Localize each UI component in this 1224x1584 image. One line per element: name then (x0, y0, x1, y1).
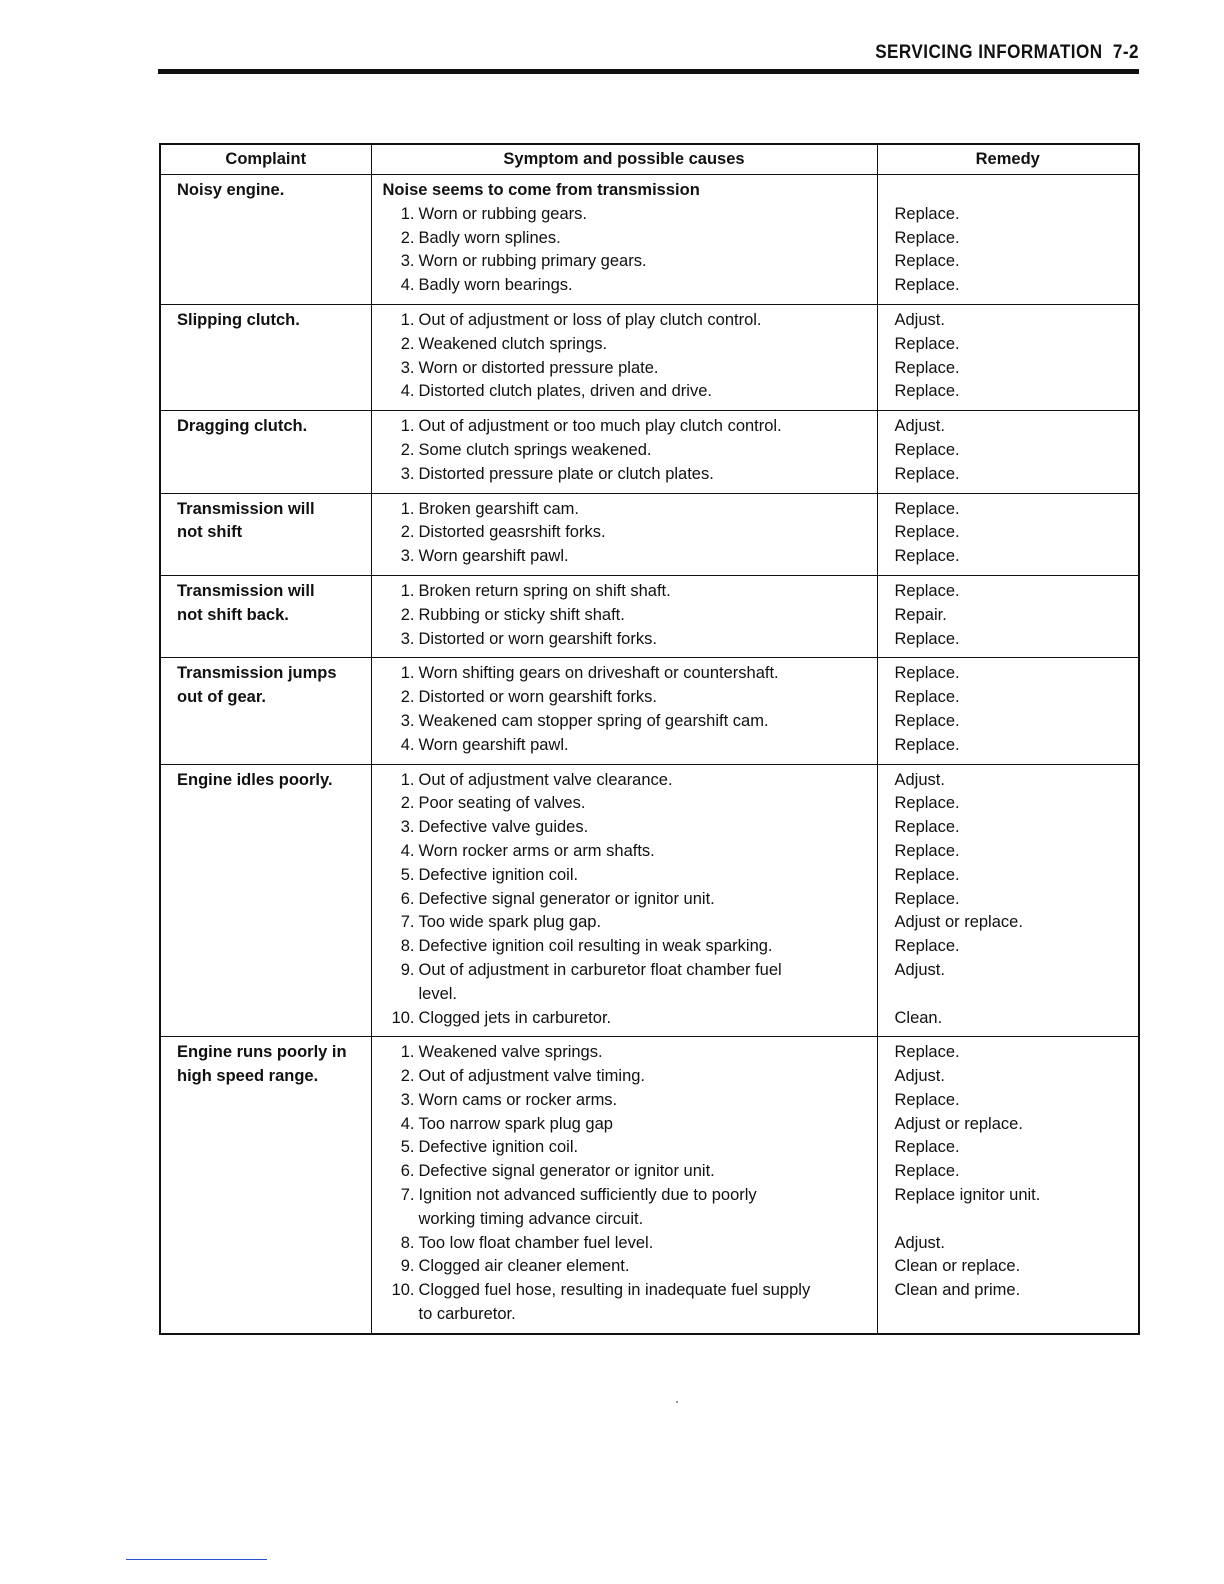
cause-number: 2. (400, 605, 415, 624)
symptom-heading: Noise seems to come from transmission (382, 181, 700, 199)
cause-number: 9. (400, 960, 415, 979)
cause-line: Rubbing or sticky shift shaft. (418, 605, 625, 624)
cause-item (383, 1232, 877, 1256)
complaint-line: not shift (177, 523, 243, 542)
cause-number: 3. (400, 464, 415, 483)
remedy-text: Replace. (894, 440, 960, 459)
cause-number: 7. (400, 1186, 415, 1205)
remedy-text: Adjust. (894, 417, 945, 436)
remedy-text: Replace. (894, 735, 960, 754)
complaint-line: high speed range. (177, 1067, 319, 1086)
complaint-line: Transmission jumps (177, 664, 337, 683)
remedy-cell (877, 1037, 1139, 1334)
causes-cell (371, 493, 877, 575)
cause-item (383, 439, 877, 463)
cause-number: 3. (400, 629, 415, 648)
cause-number: 1. (400, 581, 415, 600)
cause-number: 4. (400, 276, 415, 295)
cause-item (383, 545, 877, 569)
remedy-text: Replace. (894, 1138, 960, 1157)
cause-text (419, 380, 877, 404)
troubleshooting-table (159, 143, 1140, 1335)
cause-line: Weakened valve springs. (418, 1043, 603, 1062)
cause-number: 4. (400, 382, 415, 401)
cause-number: 3. (400, 818, 415, 837)
cause-item (383, 1279, 877, 1327)
cause-text (419, 628, 877, 652)
cause-item (383, 816, 877, 840)
complaint-cell (160, 1037, 371, 1334)
remedy-text: Replace. (894, 865, 960, 884)
table-row (160, 764, 1139, 1037)
cause-number: 3. (400, 1090, 415, 1109)
cause-line: Too wide spark plug gap. (418, 913, 602, 932)
cause-line: Defective signal generator or ignitor unit. (418, 1162, 715, 1181)
cause-item (383, 734, 877, 758)
cause-line: Weakened cam stopper spring of gearshift cam. (418, 711, 769, 730)
cause-item (383, 1136, 877, 1160)
cause-item (383, 1184, 877, 1232)
table-row (160, 658, 1139, 764)
cause-number: 2. (400, 334, 415, 353)
cause-text (419, 498, 877, 522)
remedy-cell (877, 658, 1139, 764)
remedy-text: Replace. (894, 228, 960, 247)
cause-text (419, 662, 877, 686)
remedy-text: Adjust. (894, 770, 945, 789)
remedy-text: Adjust or replace. (894, 1114, 1023, 1133)
remedy-text: Replace. (894, 252, 960, 271)
remedy-text: Replace. (894, 358, 960, 377)
cause-item (383, 380, 877, 404)
cause-number: 3. (400, 358, 415, 377)
cause-text (419, 357, 877, 381)
cause-text (419, 309, 877, 333)
cause-item (383, 1255, 877, 1279)
causes-cell (371, 411, 877, 493)
cause-number: 3. (400, 547, 415, 566)
remedy-text: Replace. (894, 464, 960, 483)
cause-line: Distorted pressure plate or clutch plates. (418, 464, 714, 483)
cause-number: 5. (400, 1138, 415, 1157)
cause-number: 7. (400, 913, 415, 932)
table-header-row (160, 144, 1139, 175)
remedy-text: Replace. (894, 1043, 960, 1062)
footer-rule (126, 1559, 267, 1560)
cause-item (383, 959, 877, 1007)
remedy-text: Replace. (894, 1162, 960, 1181)
cause-item (383, 250, 877, 274)
cause-item (383, 463, 877, 487)
cause-item (383, 1089, 877, 1113)
cause-line: Worn or distorted pressure plate. (418, 358, 659, 377)
remedy-text: Replace. (894, 499, 960, 518)
cause-line: Badly worn bearings. (418, 276, 573, 295)
cause-text (419, 864, 877, 888)
remedy-cell (877, 304, 1139, 410)
cause-item (383, 1160, 877, 1184)
cause-text (419, 1255, 877, 1279)
remedy-text: Replace. (894, 204, 960, 223)
cause-text (419, 888, 877, 912)
cause-number: 1. (400, 770, 415, 789)
remedy-cell (877, 411, 1139, 493)
cause-number: 2. (400, 523, 415, 542)
complaint-line: out of gear. (177, 688, 266, 707)
cause-text (419, 274, 877, 298)
cause-text (419, 463, 877, 487)
cause-line: Defective ignition coil resulting in weak sparking. (418, 937, 773, 956)
page-header (114, 42, 1139, 64)
cause-text (419, 250, 877, 274)
remedy-text: Replace. (894, 688, 960, 707)
cause-text (419, 439, 877, 463)
remedy-text: Clean or replace. (894, 1257, 1021, 1276)
cause-text (419, 333, 877, 357)
cause-line: Out of adjustment in carburetor float chamber fuel (418, 960, 782, 979)
table-row (160, 411, 1139, 493)
cause-text (419, 1184, 877, 1232)
remedy-text: Replace. (894, 581, 960, 600)
cause-text (419, 734, 877, 758)
cause-item (383, 840, 877, 864)
remedy-text: Replace. (894, 889, 960, 908)
cause-item (383, 1113, 877, 1137)
cause-text (419, 415, 877, 439)
complaint-line: not shift back. (177, 605, 289, 624)
cause-item (383, 911, 877, 935)
cause-text (419, 1089, 877, 1113)
complaint-cell (160, 304, 371, 410)
complaint-line: Engine idles poorly. (177, 770, 333, 789)
cause-text (419, 1113, 877, 1137)
cause-line: Worn or rubbing gears. (418, 204, 587, 223)
cause-line: Worn gearshift pawl. (418, 735, 569, 754)
cause-line: Out of adjustment valve timing. (418, 1067, 646, 1086)
cause-line: Worn shifting gears on driveshaft or countershaft. (418, 664, 779, 683)
remedy-text: Adjust. (894, 1067, 945, 1086)
remedy-text: Adjust. (894, 960, 945, 979)
cause-line: Distorted or worn gearshift forks. (418, 688, 657, 707)
remedy-cell (877, 493, 1139, 575)
cause-text (419, 1160, 877, 1184)
cause-line: Some clutch springs weakened. (418, 440, 652, 459)
table-row (160, 1037, 1139, 1334)
cause-item (383, 580, 877, 604)
cause-line: Badly worn splines. (418, 228, 561, 247)
cause-item (383, 935, 877, 959)
cause-line: Clogged fuel hose, resulting in inadequate fuel supply (418, 1281, 811, 1300)
cause-text (419, 521, 877, 545)
cause-text (419, 1065, 877, 1089)
cause-item (383, 203, 877, 227)
cause-line: Defective valve guides. (418, 818, 589, 837)
cause-text (419, 911, 877, 935)
remedy-text: Adjust. (894, 1233, 945, 1252)
cause-line: Ignition not advanced sufficiently due to poorly (418, 1186, 757, 1205)
cause-number: 1. (400, 1043, 415, 1062)
cause-text (419, 792, 877, 816)
cause-line: level. (418, 984, 458, 1003)
cause-line: Out of adjustment or loss of play clutch control. (418, 310, 762, 329)
table-row (160, 575, 1139, 657)
cause-number: 4. (400, 735, 415, 754)
cause-number: 1. (400, 664, 415, 683)
cause-line: Defective ignition coil. (418, 1138, 579, 1157)
cause-number: 9. (400, 1257, 415, 1276)
cause-item (383, 888, 877, 912)
table-body (160, 175, 1139, 1334)
header-rule (158, 69, 1139, 74)
remedy-cell (877, 764, 1139, 1037)
cause-line: Broken gearshift cam. (418, 499, 579, 518)
remedy-text: Replace. (894, 937, 960, 956)
table-row (160, 304, 1139, 410)
cause-text (419, 935, 877, 959)
cause-text (419, 1007, 877, 1031)
cause-line: Worn gearshift pawl. (418, 547, 569, 566)
remedy-text: Clean and prime. (894, 1281, 1021, 1300)
cause-line: Distorted or worn gearshift forks. (418, 629, 657, 648)
cause-item (383, 864, 877, 888)
cause-item (383, 1007, 877, 1031)
remedy-text: Replace. (894, 711, 960, 730)
cause-number: 5. (400, 865, 415, 884)
cause-text (419, 227, 877, 251)
cause-number: 8. (400, 937, 415, 956)
cause-line: Defective signal generator or ignitor unit. (418, 889, 715, 908)
cause-number: 2. (400, 688, 415, 707)
remedy-text: Replace. (894, 523, 960, 542)
cause-item (383, 792, 877, 816)
cause-text (419, 1279, 877, 1327)
causes-cell (371, 764, 877, 1037)
cause-item (383, 498, 877, 522)
remedy-text: Adjust or replace. (894, 913, 1023, 932)
cause-text (419, 686, 877, 710)
causes-header: Symptom and possible causes (371, 144, 877, 175)
cause-item (383, 604, 877, 628)
table-row (160, 175, 1139, 305)
cause-line: Worn or rubbing primary gears. (418, 252, 647, 271)
cause-number: 4. (400, 1114, 415, 1133)
remedy-text: Replace. (894, 818, 960, 837)
complaint-header: Complaint (160, 144, 371, 175)
cause-text (419, 816, 877, 840)
cause-line: to carburetor. (418, 1305, 516, 1324)
cause-number: 6. (400, 1162, 415, 1181)
cause-text (419, 769, 877, 793)
causes-cell (371, 1037, 877, 1334)
cause-number: 1. (400, 417, 415, 436)
complaint-line: Transmission will (177, 581, 315, 600)
cause-text (419, 604, 877, 628)
cause-text (419, 545, 877, 569)
cause-line: Worn rocker arms or arm shafts. (418, 841, 655, 860)
cause-item (383, 333, 877, 357)
cause-text (419, 1232, 877, 1256)
cause-item (383, 415, 877, 439)
cause-text (419, 1041, 877, 1065)
cause-number: 8. (400, 1233, 415, 1252)
page-number: 7-2 (1112, 42, 1139, 63)
remedy-text: Clean. (894, 1008, 943, 1027)
scan-speck (676, 1401, 678, 1403)
complaint-cell (160, 764, 371, 1037)
cause-line: Distorted clutch plates, driven and drive. (418, 382, 712, 401)
complaint-cell (160, 175, 371, 305)
cause-number: 2. (400, 228, 415, 247)
cause-number: 1. (400, 310, 415, 329)
cause-line: Broken return spring on shift shaft. (418, 581, 671, 600)
cause-item (383, 309, 877, 333)
cause-item (383, 686, 877, 710)
section-title: SERVICING INFORMATION (875, 42, 1103, 63)
cause-line: working timing advance circuit. (418, 1209, 644, 1228)
table-row (160, 493, 1139, 575)
cause-item (383, 1041, 877, 1065)
cause-text (419, 1136, 877, 1160)
causes-cell (371, 658, 877, 764)
remedy-text: Replace ignitor unit. (894, 1186, 1041, 1205)
cause-line: Clogged air cleaner element. (418, 1257, 630, 1276)
complaint-line: Transmission will (177, 499, 315, 518)
cause-text (419, 710, 877, 734)
cause-line: Poor seating of valves. (418, 794, 586, 813)
causes-cell (371, 175, 877, 305)
cause-number: 10. (391, 1008, 415, 1027)
cause-number: 1. (400, 499, 415, 518)
cause-line: Weakened clutch springs. (418, 334, 608, 353)
cause-text (419, 840, 877, 864)
cause-line: Too narrow spark plug gap (418, 1114, 613, 1133)
complaint-line: Slipping clutch. (177, 310, 300, 329)
remedy-text: Adjust. (894, 310, 945, 329)
remedy-text: Replace. (894, 1090, 960, 1109)
cause-item (383, 521, 877, 545)
complaint-cell (160, 658, 371, 764)
complaint-cell (160, 575, 371, 657)
cause-number: 6. (400, 889, 415, 908)
cause-line: Distorted geasrshift forks. (418, 523, 606, 542)
remedy-text: Replace. (894, 334, 960, 353)
remedy-text: Replace. (894, 664, 960, 683)
cause-item (383, 274, 877, 298)
cause-text (419, 959, 877, 1007)
cause-line: Worn cams or rocker arms. (418, 1090, 618, 1109)
cause-number: 2. (400, 794, 415, 813)
remedy-cell (877, 575, 1139, 657)
complaint-line: Noisy engine. (177, 181, 285, 199)
cause-number: 1. (400, 204, 415, 223)
cause-line: Too low float chamber fuel level. (418, 1233, 654, 1252)
cause-number: 3. (400, 711, 415, 730)
cause-number: 2. (400, 1067, 415, 1086)
cause-item (383, 710, 877, 734)
remedy-text: Repair. (894, 605, 947, 624)
cause-text (419, 580, 877, 604)
complaint-cell (160, 493, 371, 575)
complaint-line: Engine runs poorly in (177, 1043, 347, 1062)
cause-text (419, 203, 877, 227)
remedy-header: Remedy (877, 144, 1139, 175)
cause-line: Out of adjustment or too much play clutch control. (418, 417, 782, 436)
cause-item (383, 227, 877, 251)
cause-line: Out of adjustment valve clearance. (418, 770, 673, 789)
remedy-text: Replace. (894, 547, 960, 566)
causes-cell (371, 304, 877, 410)
cause-number: 2. (400, 440, 415, 459)
remedy-text: Replace. (894, 841, 960, 860)
cause-item (383, 769, 877, 793)
remedy-cell (877, 175, 1139, 305)
cause-item (383, 357, 877, 381)
remedy-text: Replace. (894, 794, 960, 813)
cause-number: 4. (400, 841, 415, 860)
complaint-line: Dragging clutch. (177, 417, 308, 436)
cause-number: 3. (400, 252, 415, 271)
cause-item (383, 628, 877, 652)
remedy-text: Replace. (894, 629, 960, 648)
cause-line: Defective ignition coil. (418, 865, 579, 884)
cause-number: 10. (391, 1281, 415, 1300)
causes-cell (371, 575, 877, 657)
remedy-text: Replace. (894, 382, 960, 401)
remedy-text: Replace. (894, 276, 960, 295)
cause-item (383, 662, 877, 686)
complaint-cell (160, 411, 371, 493)
cause-item (383, 1065, 877, 1089)
cause-line: Clogged jets in carburetor. (418, 1008, 612, 1027)
